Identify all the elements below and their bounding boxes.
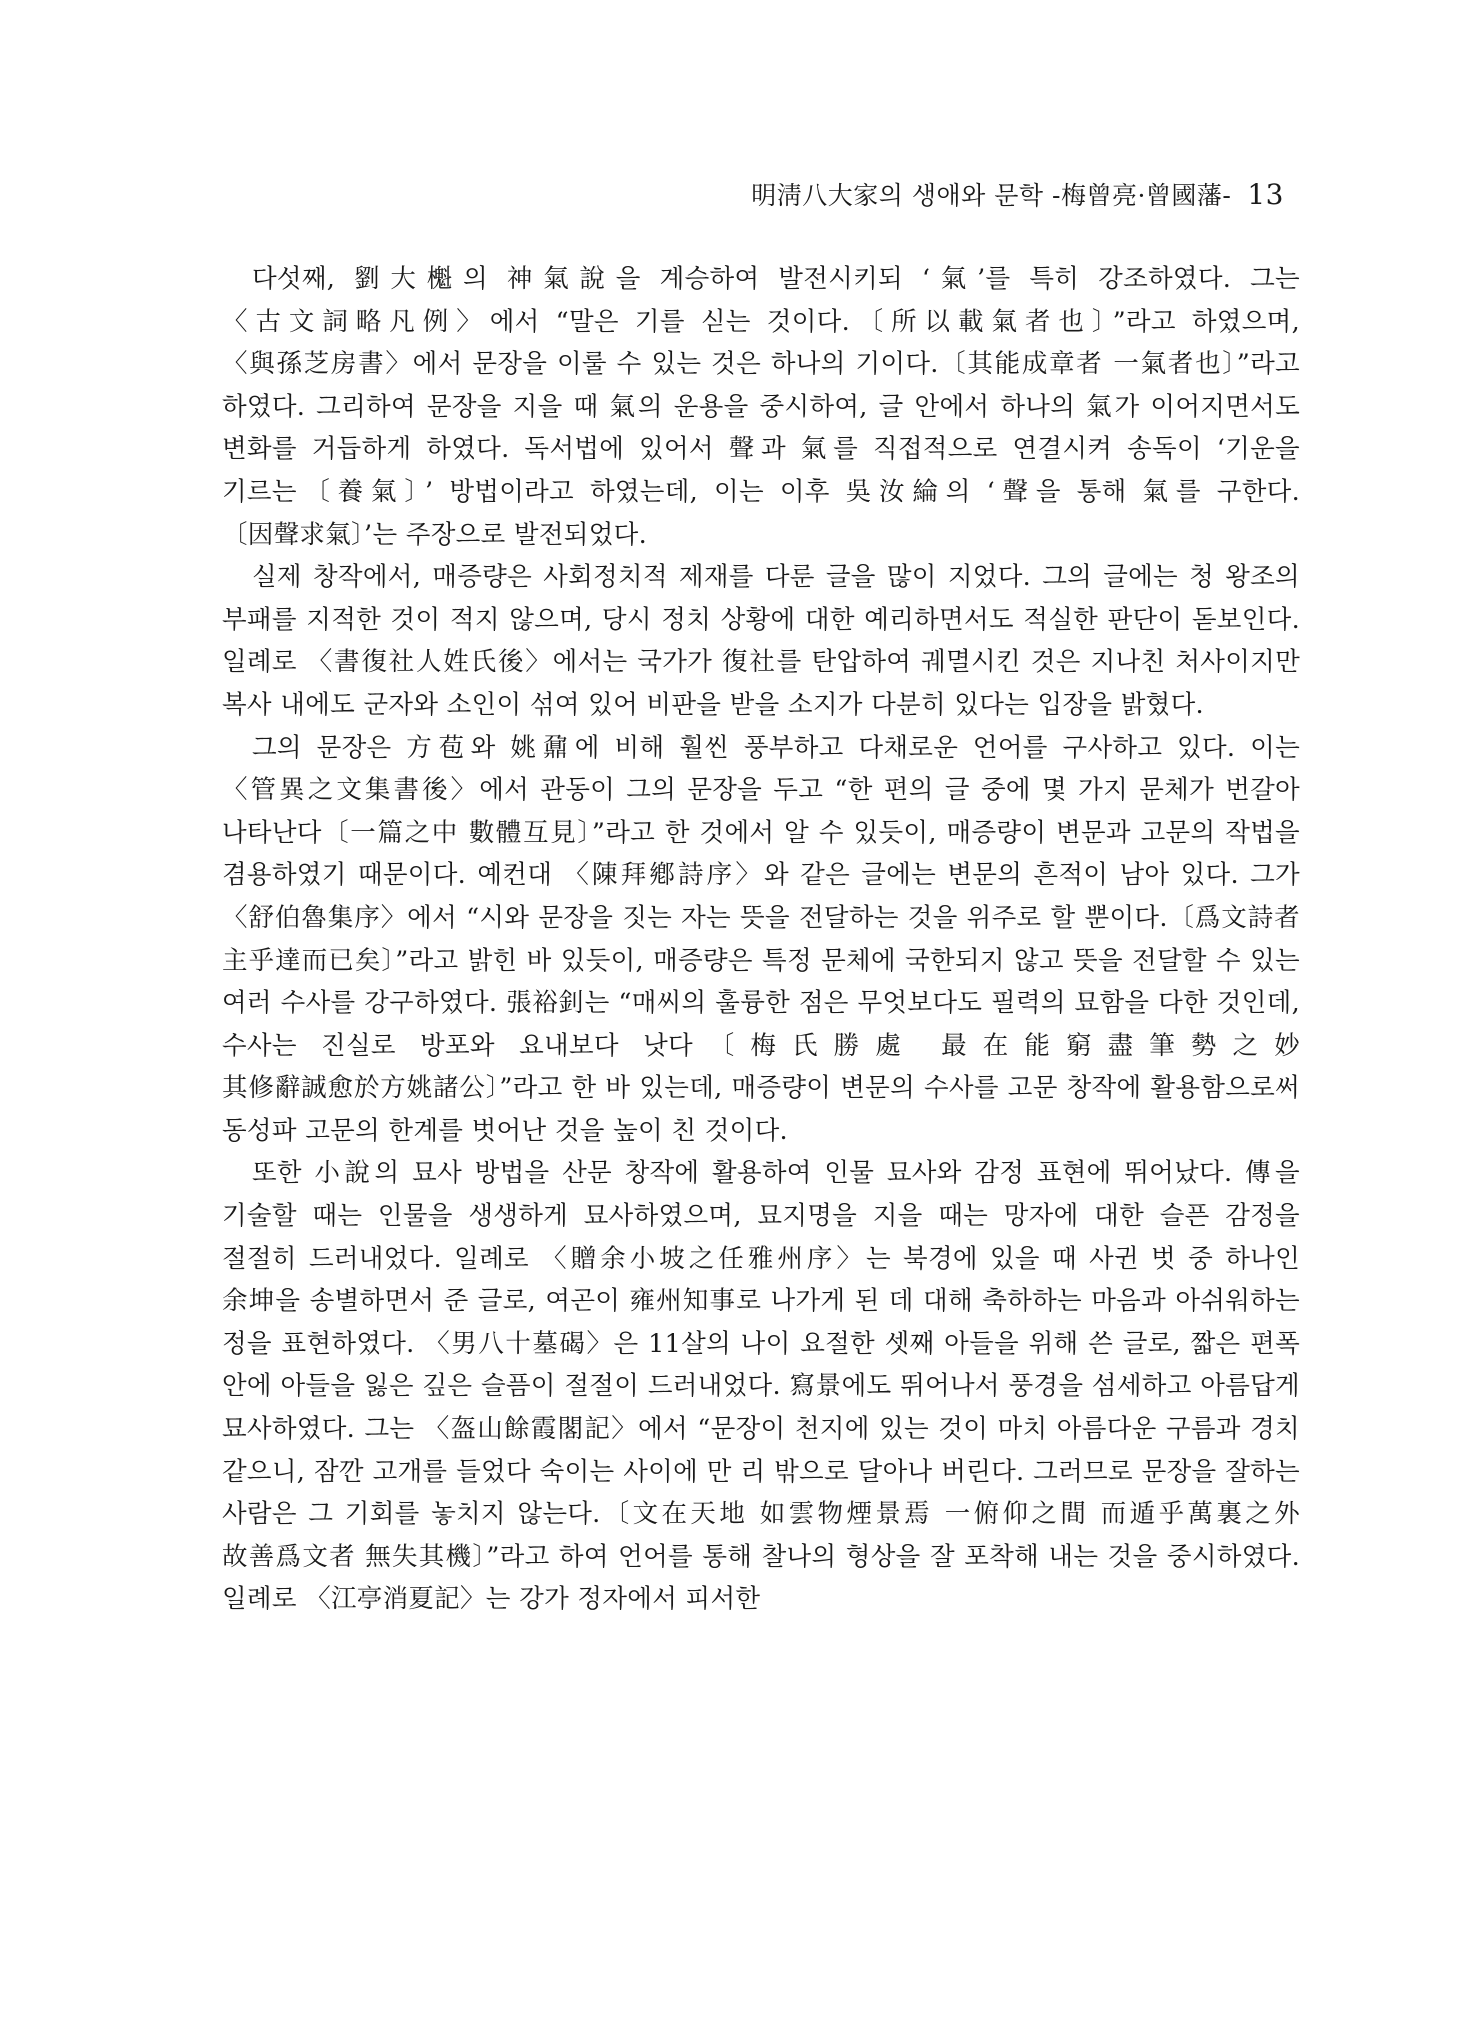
paragraph-rhetoric: 그의 문장은 方苞와 姚鼐에 비해 훨씬 풍부하고 다채로운 언어를 구사하고 있다. 이는 〈管異之文集書後〉에서 관동이 그의 문장을 두고 “한 편의 글 중에 몇 가지 문체가 번갈아 나타난다〔一篇之中 數體互見〕”라고 한 것에서 알 수 있듯이, 매증량이 변문과 고문의 작법을 겸용하였기 때문이다. 예컨대 〈陳拜鄕詩序〉와 같은 글에는 변문의 흔적이 남아 있다. 그가 〈舒伯魯集序〉에서 “시와 문장을 짓는 자는 뜻을 전달하는 것을 위주로 할 뿐이다.〔爲文詩者 主乎達而已矣〕”라고 밝힌 바 있듯이, 매증량은 특정 문체에 국한되지 않고 뜻을 전달할 수 있는 여러 수사를 강구하였다. 張裕釗는 “매씨의 훌륭한 점은 무엇보다도 필력의 묘함을 다한 것인데, 수사는 진실로 방포와 요내보다 낫다〔梅氏勝處 最在能窮盡筆勢之妙 其修辭誠愈於方姚諸公〕”라고 한 바 있는데, 매증량이 변문의 수사를 고문 창작에 활용함으로써 동성파 고문의 한계를 벗어난 것을 높이 친 것이다. xyxy=(222,732,1300,1146)
body-text xyxy=(222,258,1300,1621)
paragraph-description-methods: 또한 小說의 묘사 방법을 산문 창작에 활용하여 인물 묘사와 감정 표현에 뛰어났다. 傳을 기술할 때는 인물을 생생하게 묘사하였으며, 묘지명을 지을 때는 망자에 대한 슬픈 감정을 절절히 드러내었다. 일례로 〈贈余小坡之任雅州序〉는 북경에 있을 때 사귄 벗 중 하나인 余坤을 송별하면서 준 글로, 여곤이 雍州知事로 나가게 된 데 대해 축하하는 마음과 아쉬워하는 정을 표현하였다. 〈男八十墓碣〉은 11살의 나이 요절한 셋째 아들을 위해 쓴 글로, 짧은 편폭 안에 아들을 잃은 깊은 슬픔이 절절이 드러내었다. 寫景에도 뛰어나서 풍경을 섬세하고 아름답게 묘사하였다. 그는 〈盔山餘霞閣記〉에서 “문장이 천지에 있는 것이 마치 아름다운 구름과 경치 같으니, 잠깐 고개를 들었다 숙이는 사이에 만 리 밖으로 달아나 버린다. 그러므로 문장을 잘하는 사람은 그 기회를 놓치지 않는다.〔文在天地 如雲物煙景焉 一俯仰之間 而遁乎萬裏之外 故善爲文者 無失其機〕”라고 하여 언어를 통해 찰나의 형상을 잘 포착해 내는 것을 중시하였다. 일례로 〈江亭消夏記〉는 강가 정자에서 피서한 xyxy=(222,1158,1300,1615)
running-title: 明淸八大家의 생애와 문학 -梅曾亮·曾國藩- xyxy=(751,181,1232,210)
paragraph-shen-qi-theory: 다섯째, 劉大櫆의 神氣說을 계승하여 발전시키되 ‘氣’를 특히 강조하였다. 그는 〈古文詞略凡例〉에서 “말은 기를 싣는 것이다.〔所以載氣者也〕”라고 하였으며, 〈與孫芝房書〉에서 문장을 이룰 수 있는 것은 하나의 기이다.〔其能成章者 一氣者也〕”라고 하였다. 그리하여 문장을 지을 때 氣의 운용을 중시하여, 글 안에서 하나의 氣가 이어지면서도 변화를 거듭하게 하였다. 독서법에 있어서 聲과 氣를 직접적으로 연결시켜 송독이 ‘기운을 기르는〔養氣〕’ 방법이라고 하였는데, 이는 이후 吳汝綸의 ‘聲을 통해 氣를 구한다.〔因聲求氣〕’는 주장으로 발전되었다. xyxy=(222,264,1300,550)
paragraph-political-writing: 실제 창작에서, 매증량은 사회정치적 제재를 다룬 글을 많이 지었다. 그의 글에는 청 왕조의 부패를 지적한 것이 적지 않으며, 당시 정치 상황에 대한 예리하면서도 적실한 판단이 돋보인다. 일례로 〈書復社人姓氏後〉에서는 국가가 復社를 탄압하여 궤멸시킨 것은 지나친 처사이지만 복사 내에도 군자와 소인이 섞여 있어 비판을 받을 소지가 다분히 있다는 입장을 밝혔다. xyxy=(222,562,1300,720)
running-header xyxy=(751,178,1284,213)
page-number: 13 xyxy=(1247,178,1284,211)
